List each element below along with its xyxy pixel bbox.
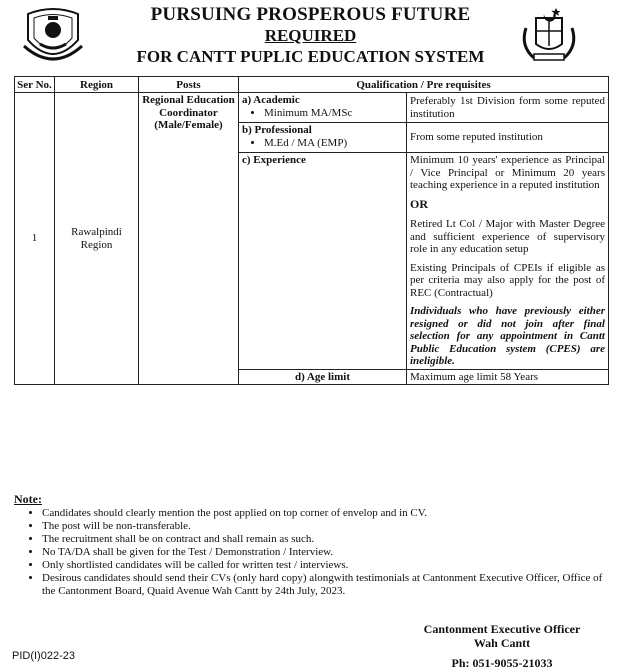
cell-age-limit-req: Maximum age limit 58 Years <box>407 369 609 385</box>
note-item: • Desirous candidates should send their CVs (only hard copy) alongwith testimonials at Cantonment Executive Officer, Office of the Cantonment Board, Quaid Avenue Wah Cantt by 24th July, 2023. <box>42 572 608 598</box>
note-item: • No TA/DA shall be given for the Test / Demonstration / Interview. <box>42 546 608 559</box>
headline: PURSUING PROSPEROUS FUTURE <box>150 4 471 25</box>
organization-heading: FOR CANTT PUPLIC EDUCATION SYSTEM <box>136 47 485 66</box>
cell-professional <box>239 123 407 153</box>
header-region: Region <box>55 77 139 93</box>
professional-item: • M.Ed / MA (EMP) <box>264 137 403 150</box>
notes-section <box>14 493 608 598</box>
professional-label: b) Professional <box>242 124 312 136</box>
note-item: • Candidates should clearly mention the post applied on top corner of envelop and in CV. <box>42 507 608 520</box>
notes-title: Note: <box>14 492 42 506</box>
signature-block <box>397 622 607 670</box>
experience-label: c) Experience <box>242 154 306 166</box>
ineligibility-warning: Individuals who have previously either resigned or did not join after final selection for any appointment in Cantt Public Education system (CPES) are ineligible. <box>410 305 605 367</box>
header-ser-no: Ser No. <box>15 77 55 93</box>
experience-requirement-1: Minimum 10 years' experience as Principal / Vice Principal or Minimum 20 years teaching experience in a reputed institution <box>410 154 605 191</box>
contact-phone: Ph: 051-9055-21033 <box>451 656 553 670</box>
academic-label: a) Academic <box>242 94 300 106</box>
cell-post: Regional Education Coordinator (Male/Female) <box>139 93 239 385</box>
header-posts: Posts <box>139 77 239 93</box>
note-item: • Only shortlisted candidates will be called for written test / interviews. <box>42 559 608 572</box>
notes-list <box>14 507 608 598</box>
cell-academic-req: Preferably 1st Division form some reputed institution <box>407 93 609 123</box>
state-emblem-icon <box>516 6 582 64</box>
job-table <box>14 76 609 385</box>
signatory-place: Wah Cantt <box>473 636 531 650</box>
title-block <box>92 4 529 67</box>
cell-ser-no: 1 <box>15 93 55 385</box>
cell-academic <box>239 93 407 123</box>
signatory-title: Cantonment Executive Officer <box>423 622 581 636</box>
required-heading: REQUIRED <box>264 26 357 45</box>
note-item: • The post will be non-transferable. <box>42 520 608 533</box>
academic-item: • Minimum MA/MSc <box>264 107 403 120</box>
cantonment-board-emblem-icon <box>20 6 86 64</box>
header <box>0 0 621 74</box>
cell-professional-req: From some reputed institution <box>407 123 609 153</box>
cell-experience <box>239 153 407 370</box>
cell-region: Rawalpindi Region <box>55 93 139 385</box>
experience-requirement-2: Retired Lt Col / Major with Master Degree and sufficient experience of supervisory role in any education setup <box>410 218 605 255</box>
or-separator: OR <box>410 196 428 211</box>
pid-number: PID(I)022-23 <box>12 650 75 662</box>
age-limit-label: d) Age limit <box>295 370 350 383</box>
note-item: • The recruitment shall be on contract and shall remain as such. <box>42 533 608 546</box>
cell-age-limit <box>239 369 407 385</box>
cell-experience-req <box>407 153 609 370</box>
experience-requirement-3: Existing Principals of CPEIs if eligible as per criteria may also apply for the post of REC (Contractual) <box>410 261 605 299</box>
header-qualification: Qualification / Pre requisites <box>239 77 609 93</box>
